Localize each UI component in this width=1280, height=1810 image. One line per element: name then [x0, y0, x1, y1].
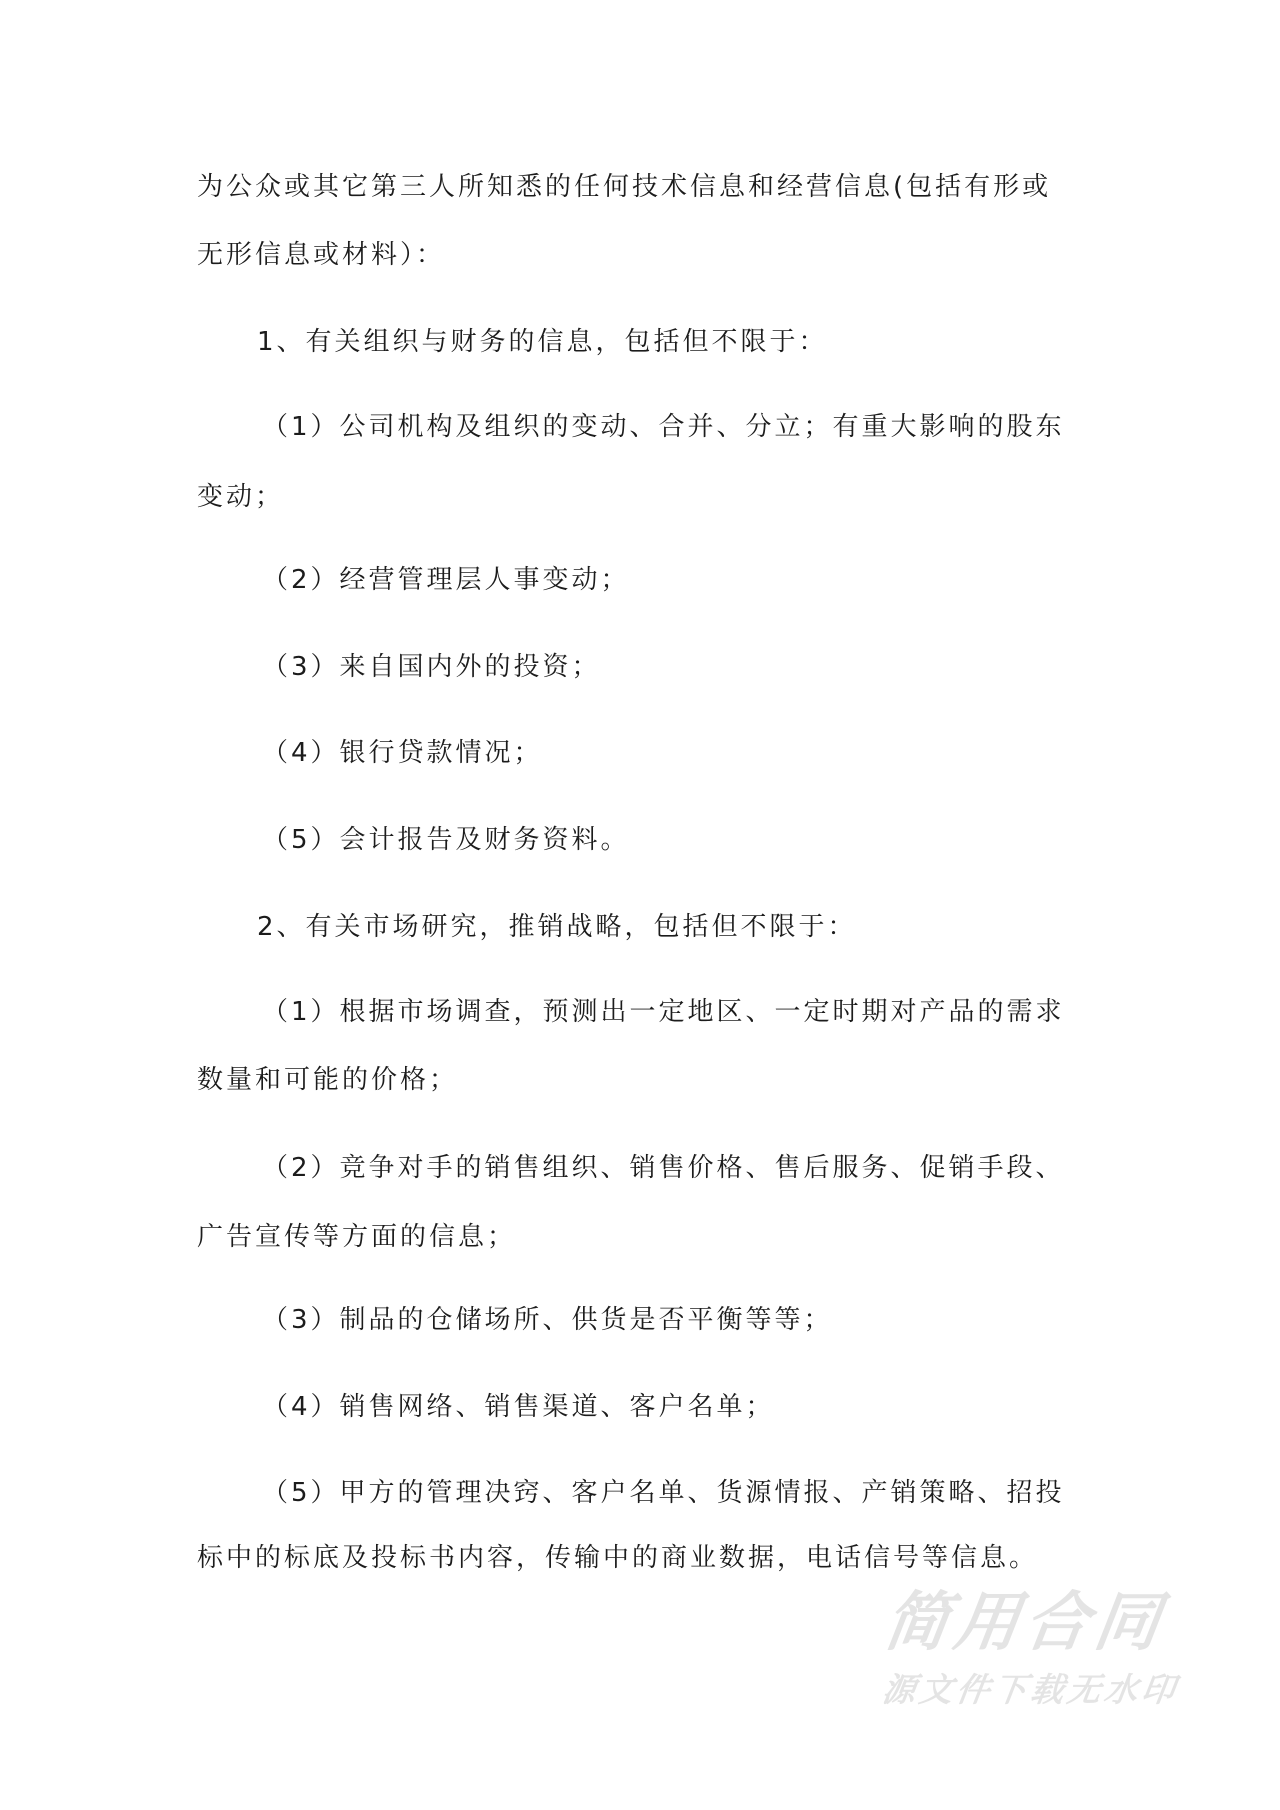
watermark-subtitle: 源文件下载无水印 [879, 1670, 1182, 1709]
list-item-2-1: （1）根据市场调查，预测出一定地区、一定时期对产品的需求 [262, 997, 1065, 1027]
list-item-2-2: （2）竞争对手的销售组织、销售价格、售后服务、促销手段、 [262, 1153, 1065, 1183]
list-item-2-1-continued: 数量和可能的价格； [197, 1065, 459, 1095]
paragraph-line: 为公众或其它第三人所知悉的任何技术信息和经营信息(包括有形或 [197, 172, 1052, 202]
list-item-2-2-continued: 广告宣传等方面的信息； [197, 1222, 517, 1252]
list-item-1-2: （2）经营管理层人事变动； [262, 565, 630, 595]
watermark-title: 简用合同 [879, 1586, 1171, 1660]
list-item-2-5: （5）甲方的管理决窍、客户名单、货源情报、产销策略、招投 [262, 1478, 1065, 1508]
paragraph-line: 无形信息或材料）： [197, 240, 446, 270]
list-item-1-5: （5）会计报告及财务资料。 [262, 825, 630, 855]
watermark [880, 1588, 1185, 1708]
list-item-2-4: （4）销售网络、销售渠道、客户名单； [262, 1392, 775, 1422]
list-item-2-5-continued: 标中的标底及投标书内容，传输中的商业数据，电话信号等信息。 [197, 1543, 1039, 1573]
list-item-1-4: （4）银行贷款情况； [262, 738, 543, 768]
list-item-1-3: （3）来自国内外的投资； [262, 652, 601, 682]
list-item-1-1-continued: 变动； [197, 482, 285, 512]
list-item-2-3: （3）制品的仓储场所、供货是否平衡等等； [262, 1305, 833, 1335]
section-heading-1: 1、有关组织与财务的信息，包括但不限于： [257, 327, 828, 357]
list-item-1-1: （1）公司机构及组织的变动、合并、分立；有重大影响的股东 [262, 412, 1065, 442]
section-heading-2: 2、有关市场研究，推销战略，包括但不限于： [257, 912, 857, 942]
